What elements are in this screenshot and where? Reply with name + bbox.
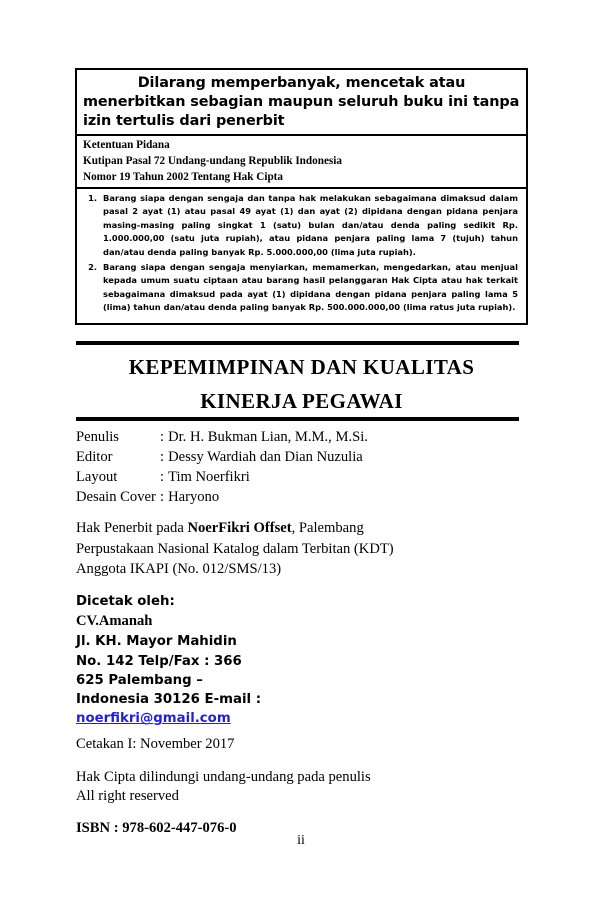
publisher-prefix: Hak Penerbit pada (76, 520, 188, 536)
legal-clause-number: 2. (88, 261, 97, 272)
legal-clause-number: 1. (88, 192, 97, 203)
copyright-line-2: All right reserved (76, 788, 179, 805)
legal-clause-list (77, 189, 526, 323)
credit-row-desain-cover (76, 488, 368, 508)
credit-label: Layout (76, 468, 118, 485)
credit-label: Penulis (76, 429, 119, 445)
credit-value: Tim Noerfikri (168, 468, 250, 485)
publisher-line-1 (76, 518, 394, 539)
page-number: ii (297, 833, 305, 848)
legal-clause-text: Barang siapa dengan sengaja menyiarkan, memamerkan, mengedarkan, atau menjual kepada umum suatu ciptaan atau barang hasil pelanggaran Hak Cipta atau hak terkait sebagaimana dimaksud pada ayat (1) dipidana dengan pidana penjara paling lama 5 (lima) tahun dan/atau denda paling banyak Rp. 500.000.000,00 (lima ratus juta rupiah). (103, 261, 518, 313)
page-title-line-2: KINERJA PEGAWAI (200, 389, 403, 413)
legal-subhead-line-2: Kutipan Pasal 72 Undang-undang Republik Indonesia (83, 154, 342, 167)
publisher-name: NoerFikri Offset (187, 520, 292, 536)
publisher-line-2: Perpustakaan Nasional Katalog dalam Terbitan (KDT) (76, 540, 394, 557)
credit-row-editor (76, 448, 368, 468)
edition-statement: Cetakan I: November 2017 (76, 736, 235, 752)
horizontal-rule-above-title (76, 341, 519, 345)
printer-label: Dicetak oleh: (76, 594, 175, 609)
credit-row-penulis (76, 428, 368, 448)
printer-email-link[interactable]: noerfikri@gmail.com (76, 711, 231, 727)
horizontal-rule-below-title (76, 417, 519, 421)
credit-separator: : (160, 468, 165, 485)
copyright-line-1: Hak Cipta dilindungi undang-undang pada penulis (76, 769, 371, 785)
printer-block (76, 592, 261, 729)
legal-subhead-line-3: Nomor 19 Tahun 2002 Tentang Hak Cipta (83, 170, 283, 183)
legal-notice-box (75, 68, 528, 325)
printer-address-line-4: Indonesia 30126 E-mail : (76, 692, 262, 708)
copyright-statement (76, 768, 371, 807)
credit-value: Dr. H. Bukman Lian, M.M., M.Si. (168, 429, 368, 445)
legal-heading-line-1: Dilarang memperbanyak, mencetak atau (137, 75, 466, 91)
printer-address-line-2: No. 142 Telp/Fax : 366 (76, 653, 242, 669)
credit-label: Editor (76, 448, 113, 465)
credit-row-layout (76, 468, 368, 488)
publisher-city: , Palembang (291, 520, 364, 536)
publisher-line-3: Anggota IKAPI (No. 012/SMS/13) (76, 561, 282, 578)
legal-notice-subheading (77, 136, 526, 189)
printer-company-name: CV.Amanah (76, 613, 153, 630)
legal-clause-text: Barang siapa dengan sengaja dan tanpa hak melakukan sebagaimana dimaksud dalam pasal 2 ayat (1) atau pasal 49 ayat (1) dan ayat (2) dipidana dengan pidana penjara masing-masing paling singkat 1 (satu) bulan dan/atau denda paling sedikit Rp. 1.000.000,00 (satu juta rupiah), atau pidana penjara paling lama 7 (tujuh) tahun dan/atau denda paling banyak Rp. 5.000.000,00 (lima juta rupiah). (103, 192, 518, 257)
credits-block (76, 428, 368, 508)
printer-address-line-3: 625 Palembang – (76, 672, 203, 688)
credit-value: Haryono (168, 488, 220, 505)
legal-notice-heading (77, 70, 526, 136)
legal-clause-item (83, 261, 518, 315)
legal-heading-line-2: menerbitkan sebagian maupun seluruh buku ini tanpa (83, 94, 520, 111)
credit-separator: : (160, 488, 165, 505)
credit-separator: : (160, 429, 165, 445)
page-title-line-1: KEPEMIMPINAN DAN KUALITAS (128, 355, 475, 379)
legal-heading-line-3: izin tertulis dari penerbit (83, 113, 285, 130)
publisher-block (76, 518, 394, 580)
credit-value: Dessy Wardiah dan Dian Nuzulia (168, 448, 363, 465)
legal-clause-item (83, 192, 518, 259)
printer-address-line-1: Jl. KH. Mayor Mahidin (76, 634, 237, 650)
isbn-text: ISBN : 978-602-447-076-0 (76, 820, 237, 836)
credit-separator: : (160, 448, 165, 465)
legal-subhead-line-1: Ketentuan Pidana (83, 139, 170, 152)
credit-label: Desain Cover (76, 488, 156, 505)
